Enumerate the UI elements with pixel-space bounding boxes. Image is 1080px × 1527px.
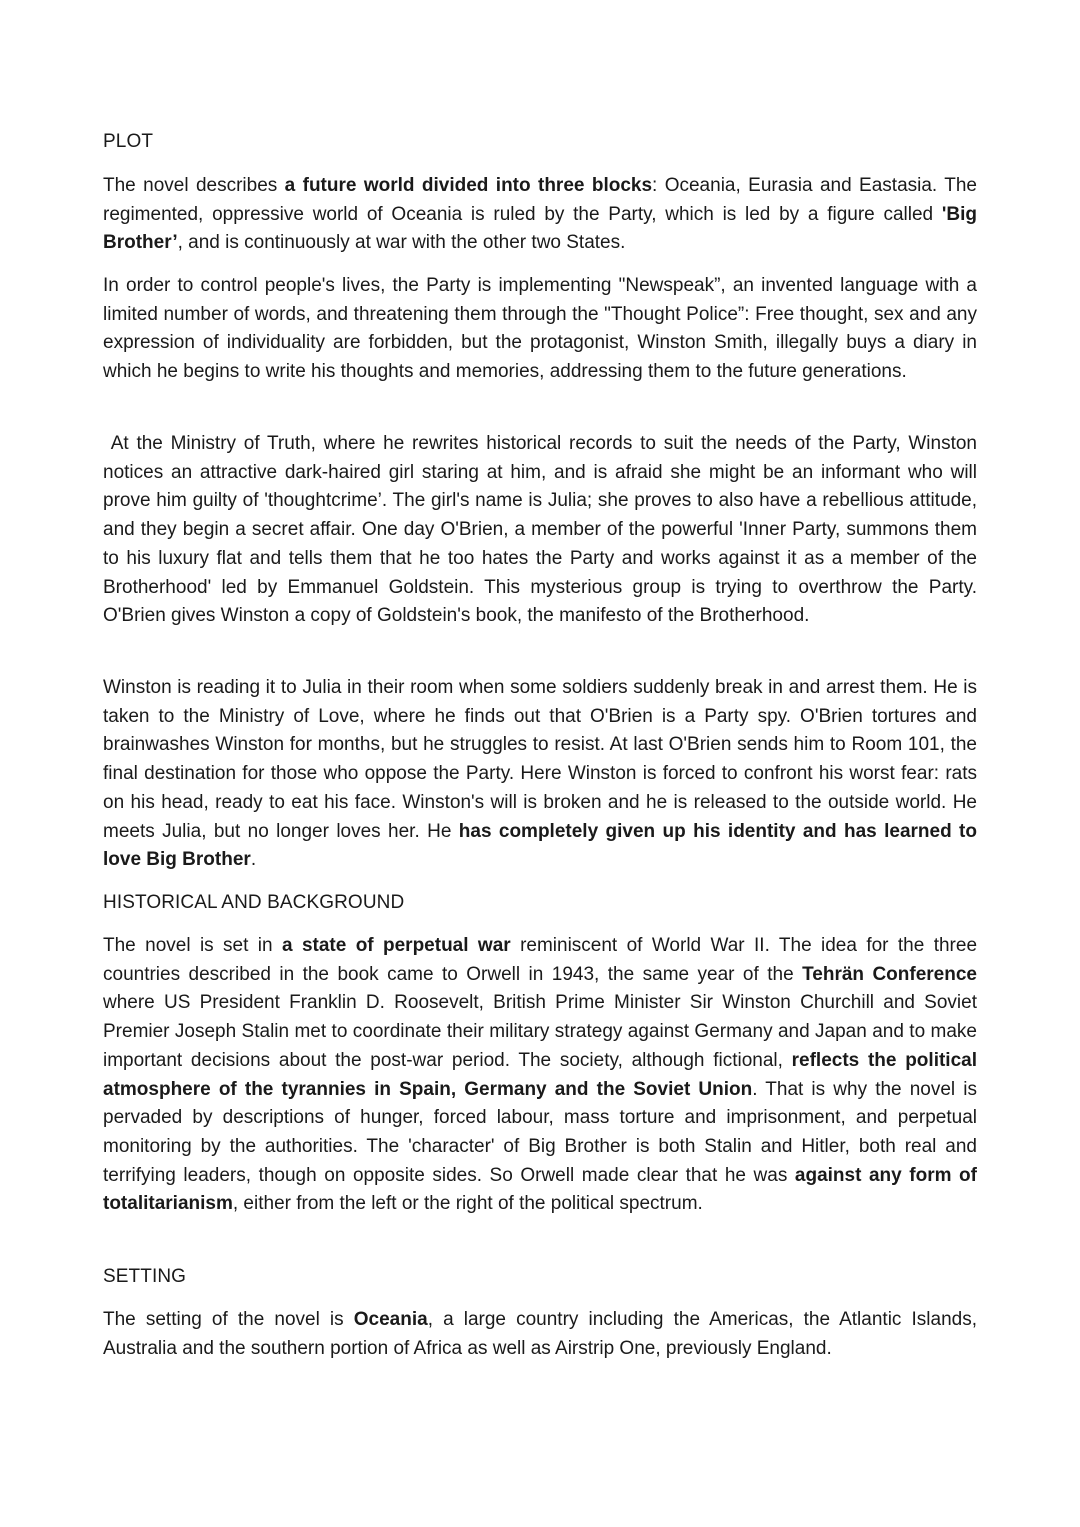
heading-historical-background: HISTORICAL AND BACKGROUND — [103, 892, 405, 913]
plot-paragraph-2: In order to control people's lives, the Party is implementing "Newspeak”, an invented language with a limited number of words, and threatening them through the "Thought Police”: Free thought, sex and any expression of individuality are forbidden, but the protagonist, Winston Smith, illegally buys a diary in which he begins to write his thoughts and memories, addressing them to the future generations. — [103, 275, 977, 383]
heading-setting: SETTING — [103, 1266, 187, 1287]
plot-paragraph-4: Winston is reading it to Julia in their room when some soldiers suddenly break in and arrest them. He is taken to the Ministry of Love, where he finds out that O'Brien is a Party spy. O'Brien tortures and brainwashes Winston for months, but he struggles to resist. At last O'Brien sends him to Room 101, the final destination for those who oppose the Party. Here Winston is forced to confront his worst fear: rats on his head, ready to eat his face. Winston's will is broken and he is released to the outside world. He meets Julia, but no longer loves her. He has completely given up his identity and has learned to love Big Brother. — [103, 677, 977, 871]
historical-paragraph-1: The novel is set in a state of perpetual war reminiscent of World War II. The idea for the three countries described in the book came to Orwell in 1943, the same year of the Tehrän Conference where US President Franklin D. Roosevelt, British Prime Minister Sir Winston Churchill and Soviet Premier Joseph Stalin met to coordinate their military strategy against Germany and Japan and to make important decisions about the post-war period. The society, although fictional, reflects the political atmosphere of the tyrannies in Spain, Germany and the Soviet Union. That is why the novel is pervaded by descriptions of hunger, forced labour, mass torture and imprisonment, and perpetual monitoring by the authorities. The 'character' of Big Brother is both Stalin and Hitler, both real and terrifying leaders, though on opposite sides. So Orwell made clear that he was against any form of totalitarianism, either from the left or the right of the political spectrum. — [103, 935, 978, 1215]
heading-plot: PLOT — [103, 131, 154, 152]
setting-paragraph-1: The setting of the novel is Oceania, a large country including the Americas, the Atlantic Islands, Australia and the southern portion of Africa as well as Airstrip One, previously England. — [103, 1309, 977, 1359]
plot-paragraph-1: The novel describes a future world divided into three blocks: Oceania, Eurasia and Eastasia. The regimented, oppressive world of Oceania is ruled by the Party, which is led by a figure called 'Big Brother’, and is continuously at war with the other two States. — [103, 175, 977, 254]
plot-paragraph-3: At the Ministry of Truth, where he rewrites historical records to suit the needs of the Party, Winston notices an attractive dark-haired girl staring at him, and is afraid she might be an informant who will prove him guilty of 'thoughtcrime’. The girl's name is Julia; she proves to also have a rebellious attitude, and they begin a secret affair. One day O'Brien, a member of the powerful 'Inner Party, summons them to his luxury flat and tells them that he too hates the Party and works against it as a member of the Brotherhood' led by Emmanuel Goldstein. This mysterious group is trying to overthrow the Party. O'Brien gives Winston a copy of Goldstein's book, the manifesto of the Brotherhood. — [103, 433, 983, 627]
